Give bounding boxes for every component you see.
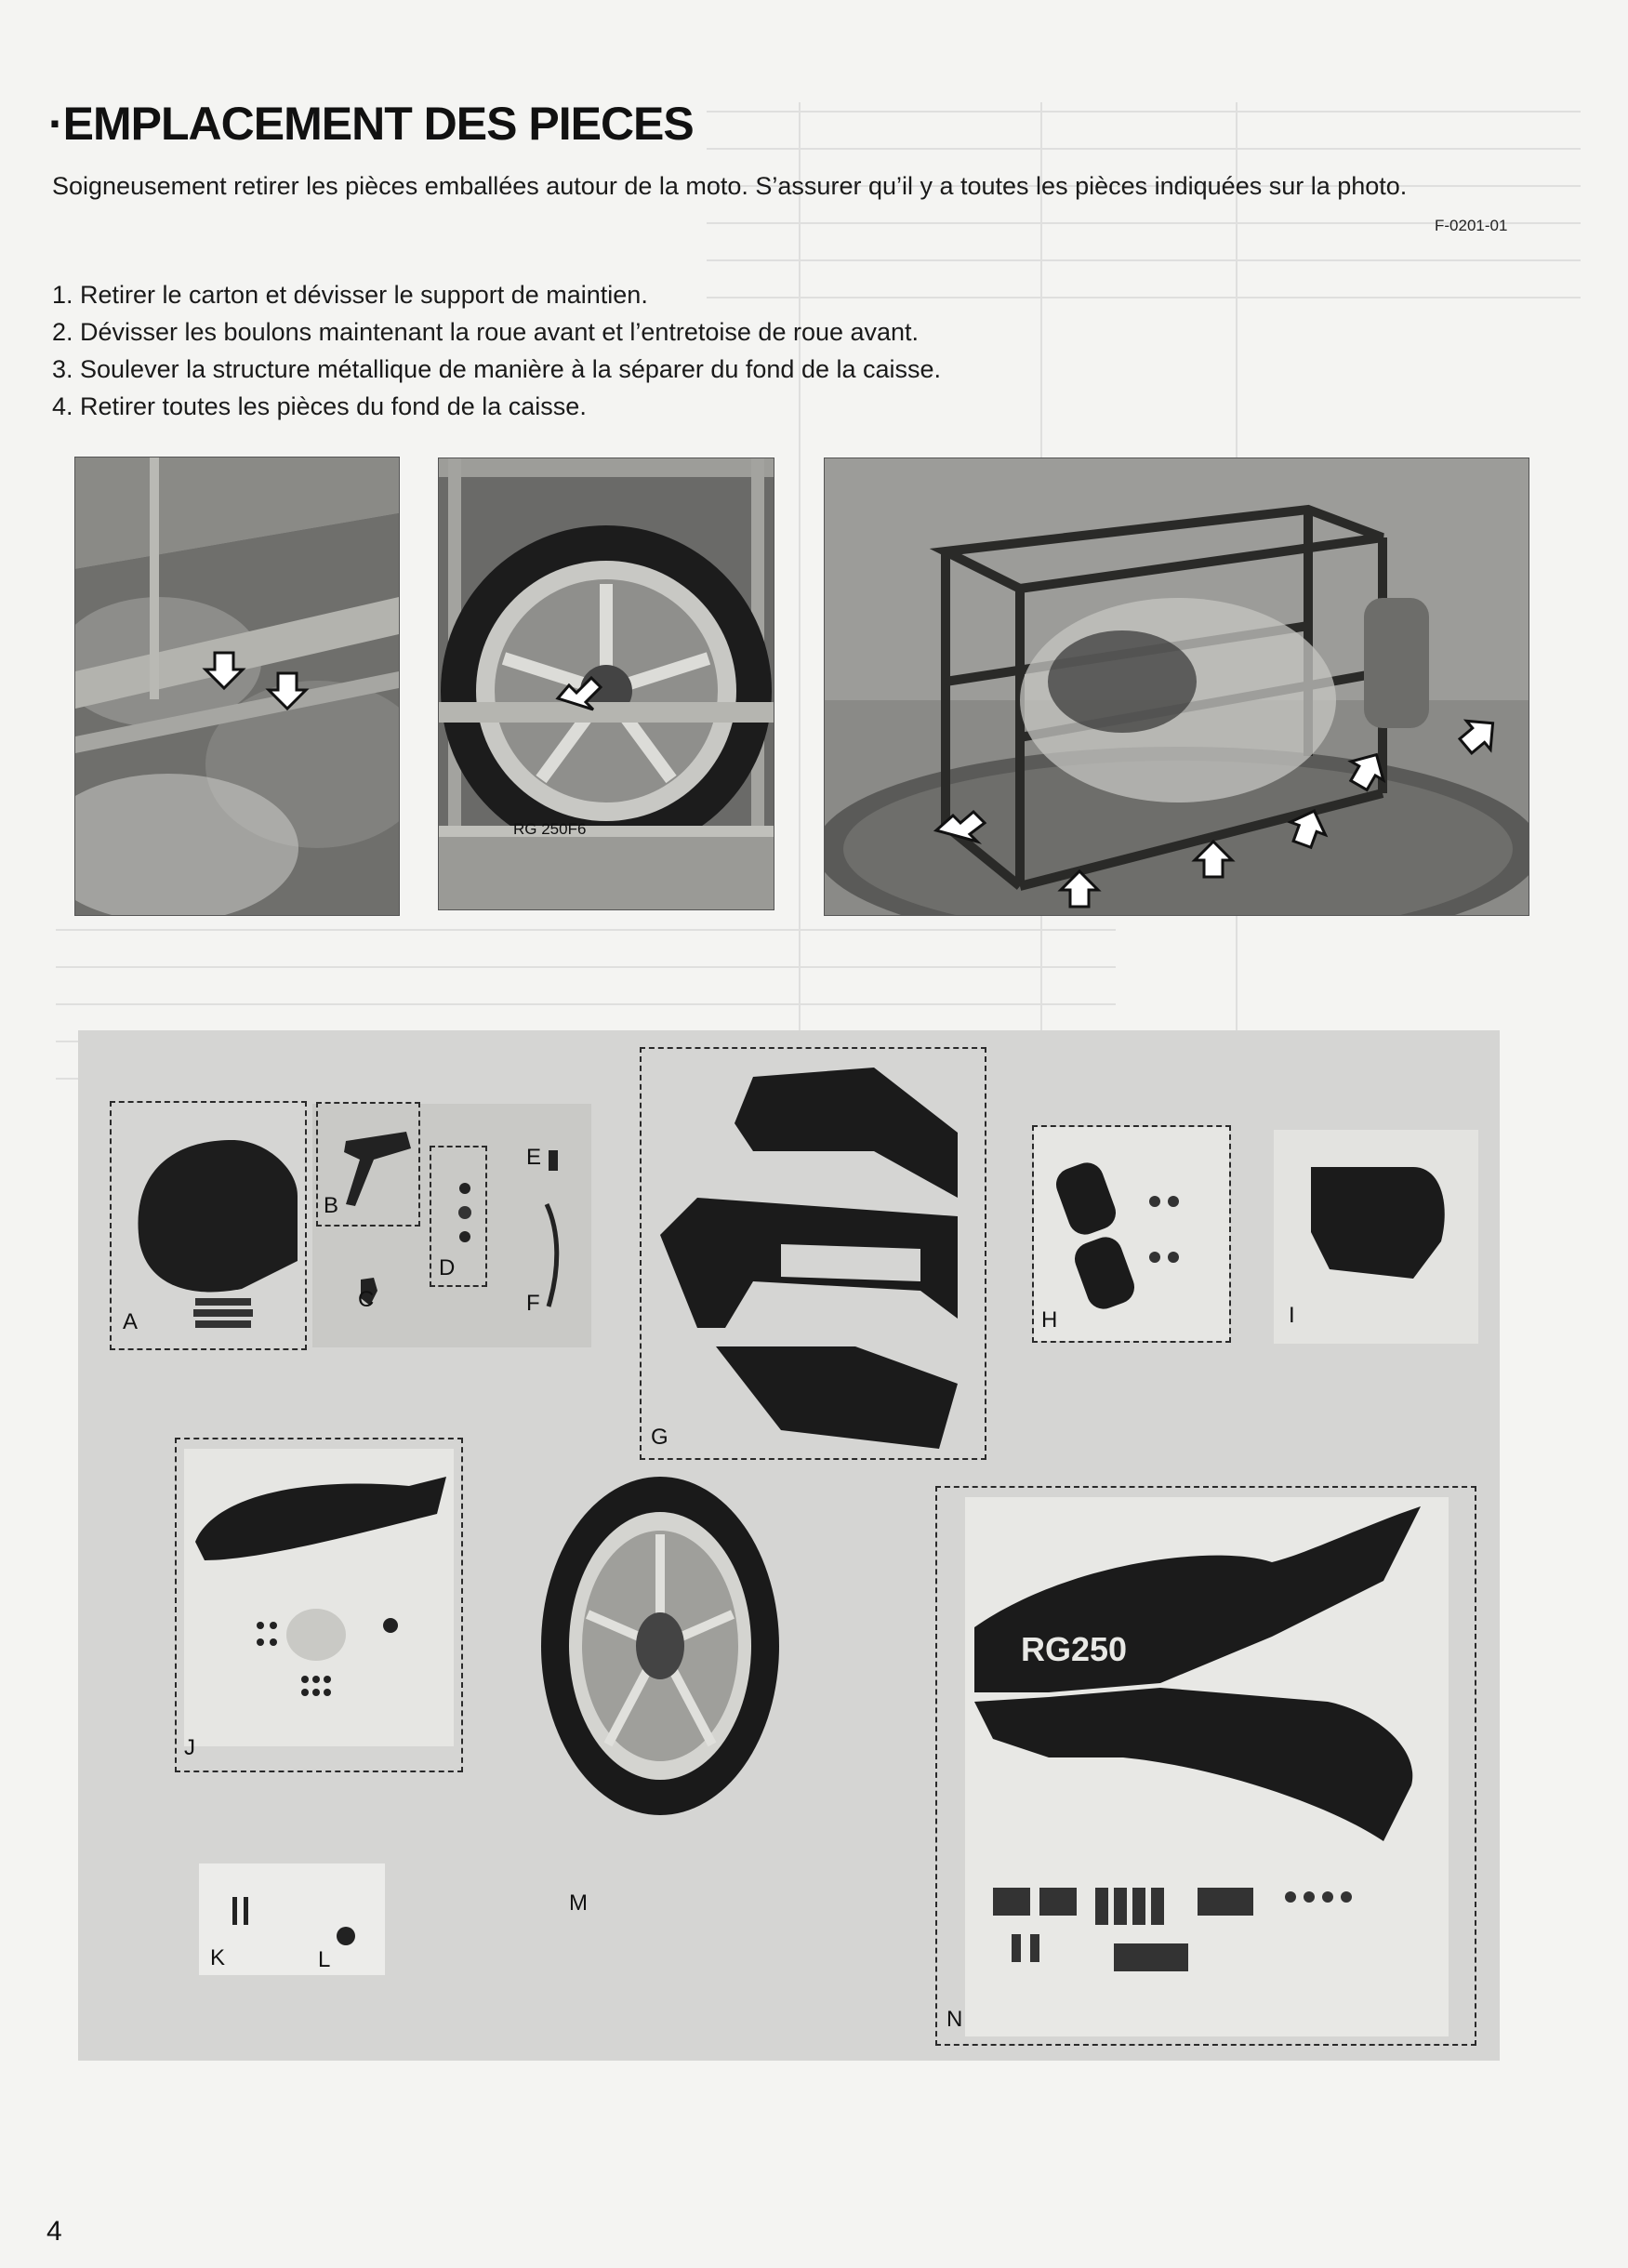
step-item: 3. Soulever la structure métallique de manière à la séparer du fond de la caisse.: [52, 355, 942, 383]
photo-crate-wheel: [438, 458, 774, 910]
part-box-d: [430, 1146, 487, 1287]
step-item: 4. Retirer toutes les pièces du fond de la caisse.: [52, 392, 587, 420]
part-label-h: H: [1041, 1307, 1058, 1333]
part-label-l: L: [318, 1947, 331, 1972]
part-label-a: A: [123, 1309, 139, 1334]
part-g-illustration: [642, 1049, 985, 1458]
part-label-m: M: [569, 1890, 588, 1916]
part-box-h: [1032, 1125, 1231, 1343]
steps-list: [52, 276, 941, 425]
part-label-d: D: [439, 1255, 456, 1280]
crate-stamp: RG 250F6: [513, 820, 587, 838]
part-n-illustration: [937, 1488, 1475, 2044]
part-i: [1274, 1130, 1478, 1344]
step-item: 2. Dévisser les boulons maintenant la roue avant et l’entretoise de roue avant.: [52, 318, 920, 346]
part-kl-illustration: [199, 1863, 385, 1975]
part-label-e: E: [526, 1145, 542, 1170]
crate-frame-illustration: [825, 458, 1529, 915]
part-label-j: J: [184, 1735, 195, 1760]
part-label-i: I: [1289, 1303, 1295, 1328]
crate-top-illustration: [75, 458, 399, 915]
part-box-n: [935, 1486, 1476, 2046]
part-h-illustration: [1034, 1127, 1229, 1341]
part-a-illustration: [112, 1103, 305, 1348]
part-box-a: [110, 1101, 307, 1350]
part-i-illustration: [1274, 1130, 1478, 1344]
photo-crate-top: [74, 457, 400, 916]
page-title: ·EMPLACEMENT DES PIECES: [48, 98, 694, 150]
crate-wheel-illustration: [439, 458, 774, 909]
step-item: 1. Retirer le carton et dévisser le support de maintien.: [52, 281, 648, 309]
photo-crate-frame: [824, 458, 1529, 916]
part-label-g: G: [651, 1425, 668, 1450]
reference-code: F-0201-01: [1435, 217, 1508, 234]
part-label-b: B: [324, 1193, 339, 1218]
parts-group-kl: [199, 1863, 385, 1975]
part-m-wheel: [530, 1475, 790, 1873]
part-j-illustration: [177, 1439, 461, 1771]
part-box-g: [640, 1047, 986, 1460]
part-ef-illustration: [539, 1148, 567, 1316]
fairing-logo: RG250: [1021, 1630, 1128, 1668]
part-label-n: N: [946, 2007, 963, 2032]
part-label-c: C: [358, 1287, 375, 1312]
part-box-j: [175, 1438, 463, 1772]
page-number: 4: [46, 2216, 62, 2247]
part-label-k: K: [210, 1945, 226, 1970]
part-box-b: [316, 1102, 420, 1227]
intro-paragraph: Soigneusement retirer les pièces emballées autour de la moto. S’assurer qu’il y a toutes les pièces indiquées sur la photo.: [52, 172, 1408, 200]
part-label-f: F: [526, 1291, 540, 1316]
